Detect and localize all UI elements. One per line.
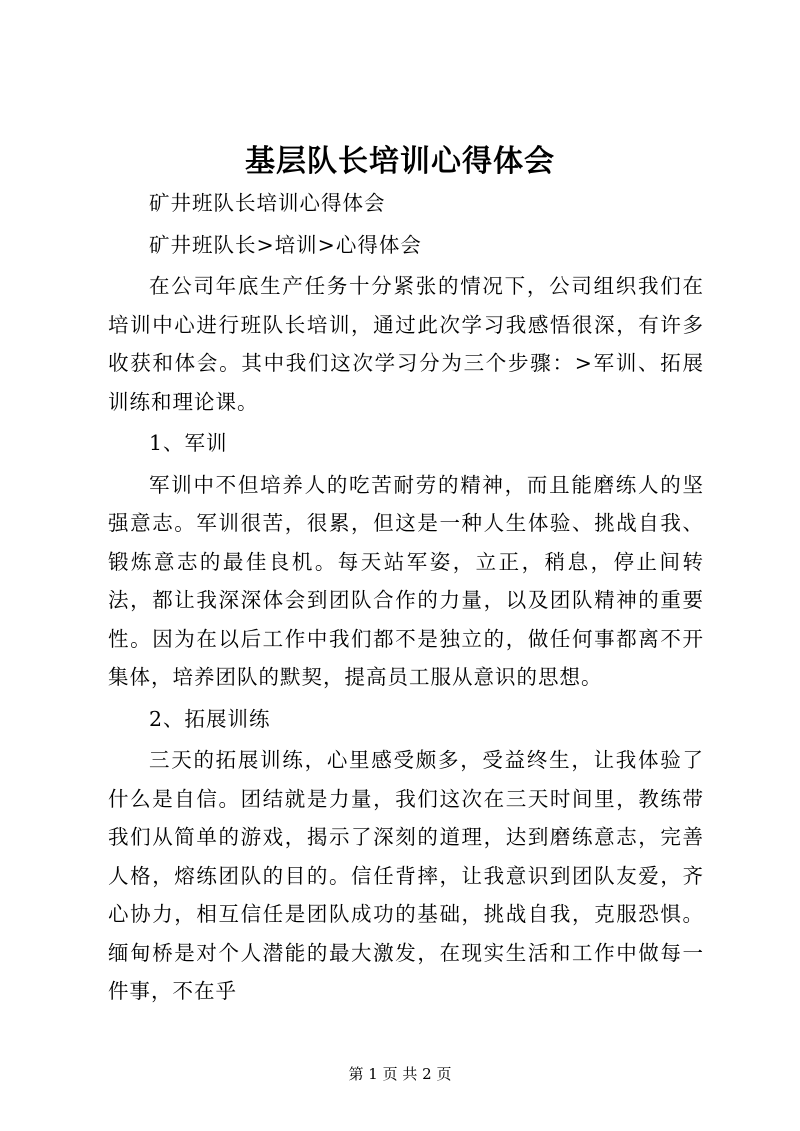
outward-training-paragraph: 三天的拓展训练，心里感受颇多，受益终生，让我体验了什么是自信。团结就是力量，我们这次在三天时间里，教练带我们从简单的游戏，揭示了深刻的道理，达到磨练意志，完善人格，熔练团队的目的。信任背摔，让我意识到团队友爱，齐心协力，相互信任是团队成功的基础，挑战自我，克服恐惧。缅甸桥是对个人潜能的最大激发，在现实生活和工作中做每一件事，不在乎	[108, 748, 704, 1003]
subtitle-paragraph: 矿井班队长培训心得体会	[149, 191, 386, 215]
keywords-paragraph: 矿井班队长>培训>心得体会	[149, 232, 422, 257]
section-heading-outward-training: 2、拓展训练	[149, 706, 271, 731]
military-training-paragraph: 军训中不但培养人的吃苦耐劳的精神，而且能磨练人的坚强意志。军训很苦，很累，但这是一种人生体验、挑战自我、锻炼意志的最佳良机。每天站军姿，立正，稍息，停止间转法，都让我深深体会到团队合作的力量，以及团队精神的重要性。因为在以后工作中我们都不是独立的，做任何事都离不开集体，培养团队的默契，提高员工服从意识的思想。	[108, 472, 704, 689]
section-heading-military-training: 1、军训	[149, 431, 228, 455]
document-body	[108, 184, 704, 1014]
document-title: 基层队长培训心得体会	[245, 144, 555, 179]
page-footer: 第 1 页 共 2 页	[348, 1065, 452, 1083]
intro-paragraph: 在公司年底生产任务十分紧张的情况下，公司组织我们在培训中心进行班队长培训，通过此次学习我感悟很深，有许多收获和体会。其中我们这次学习分为三个步骤：>军训、拓展训练和理论课。	[108, 274, 704, 414]
